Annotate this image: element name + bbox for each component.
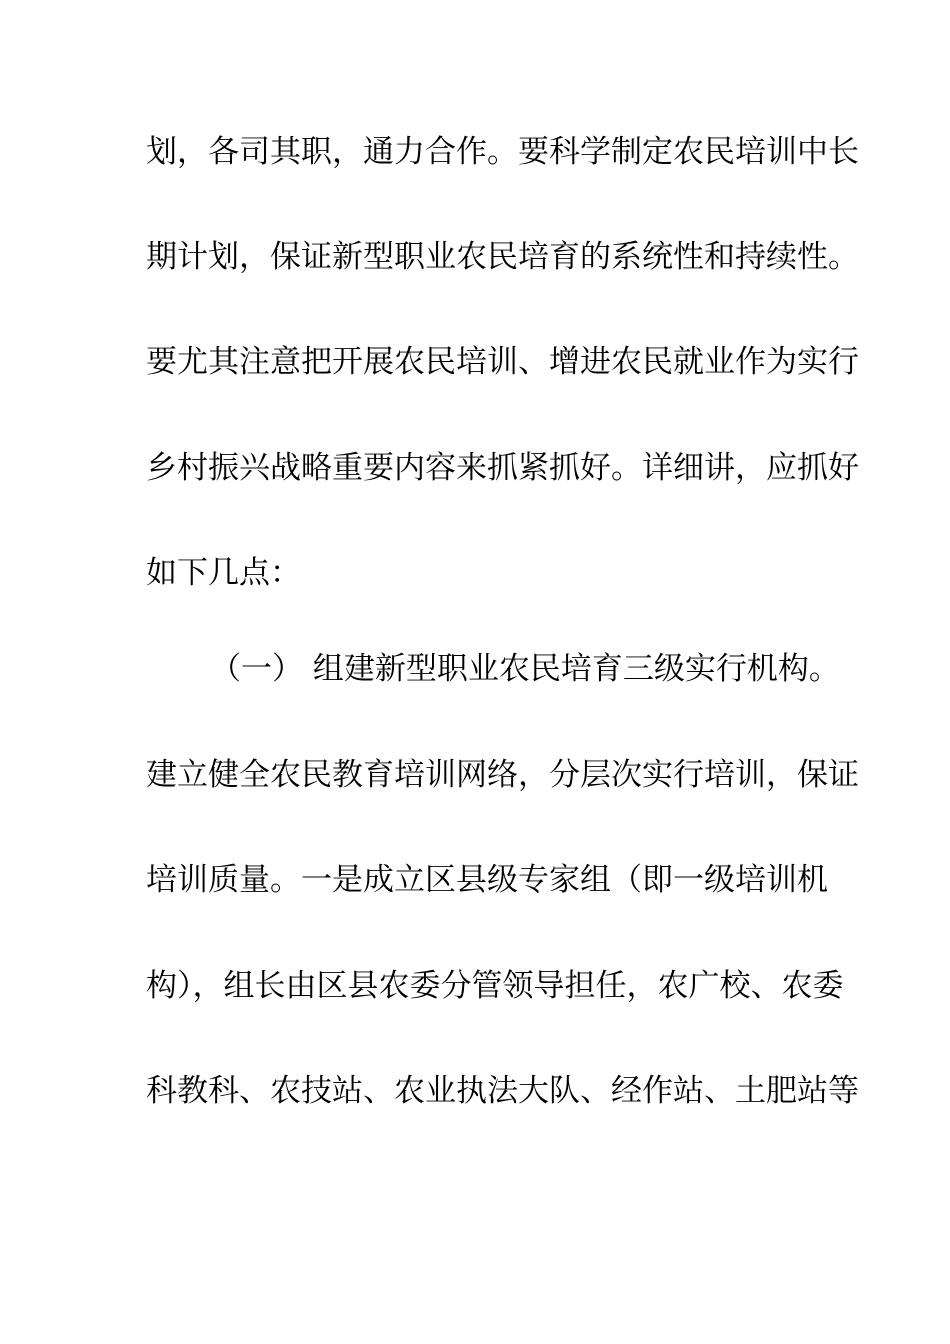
body-text-line: 培训质量。一是成立区县级专家组（即一级培训机 <box>146 862 828 898</box>
body-text-line: 期计划，保证新型职业农民培育的系统性和持续性。 <box>146 239 859 275</box>
body-text-line: 乡村振兴战略重要内容来抓紧抓好。详细讲，应抓好 <box>146 450 859 486</box>
body-text-line: 科教科、农技站、农业执法大队、经作站、土肥站等 <box>146 1073 859 1109</box>
body-text-line: 要尤其注意把开展农民培训、增进农民就业作为实行 <box>146 344 859 380</box>
section-heading: （一） 组建新型职业农民培育三级实行机构。 <box>210 651 840 687</box>
body-text-line: 构），组长由区县农委分管领导担任，农广校、农委 <box>146 968 844 1004</box>
body-text-line: 如下几点： <box>146 555 301 591</box>
body-text-line: 建立健全农民教育培训网络，分层次实行培训，保证 <box>146 757 859 793</box>
body-text-line: 划，各司其职，通力合作。要科学制定农民培训中长 <box>146 134 859 170</box>
